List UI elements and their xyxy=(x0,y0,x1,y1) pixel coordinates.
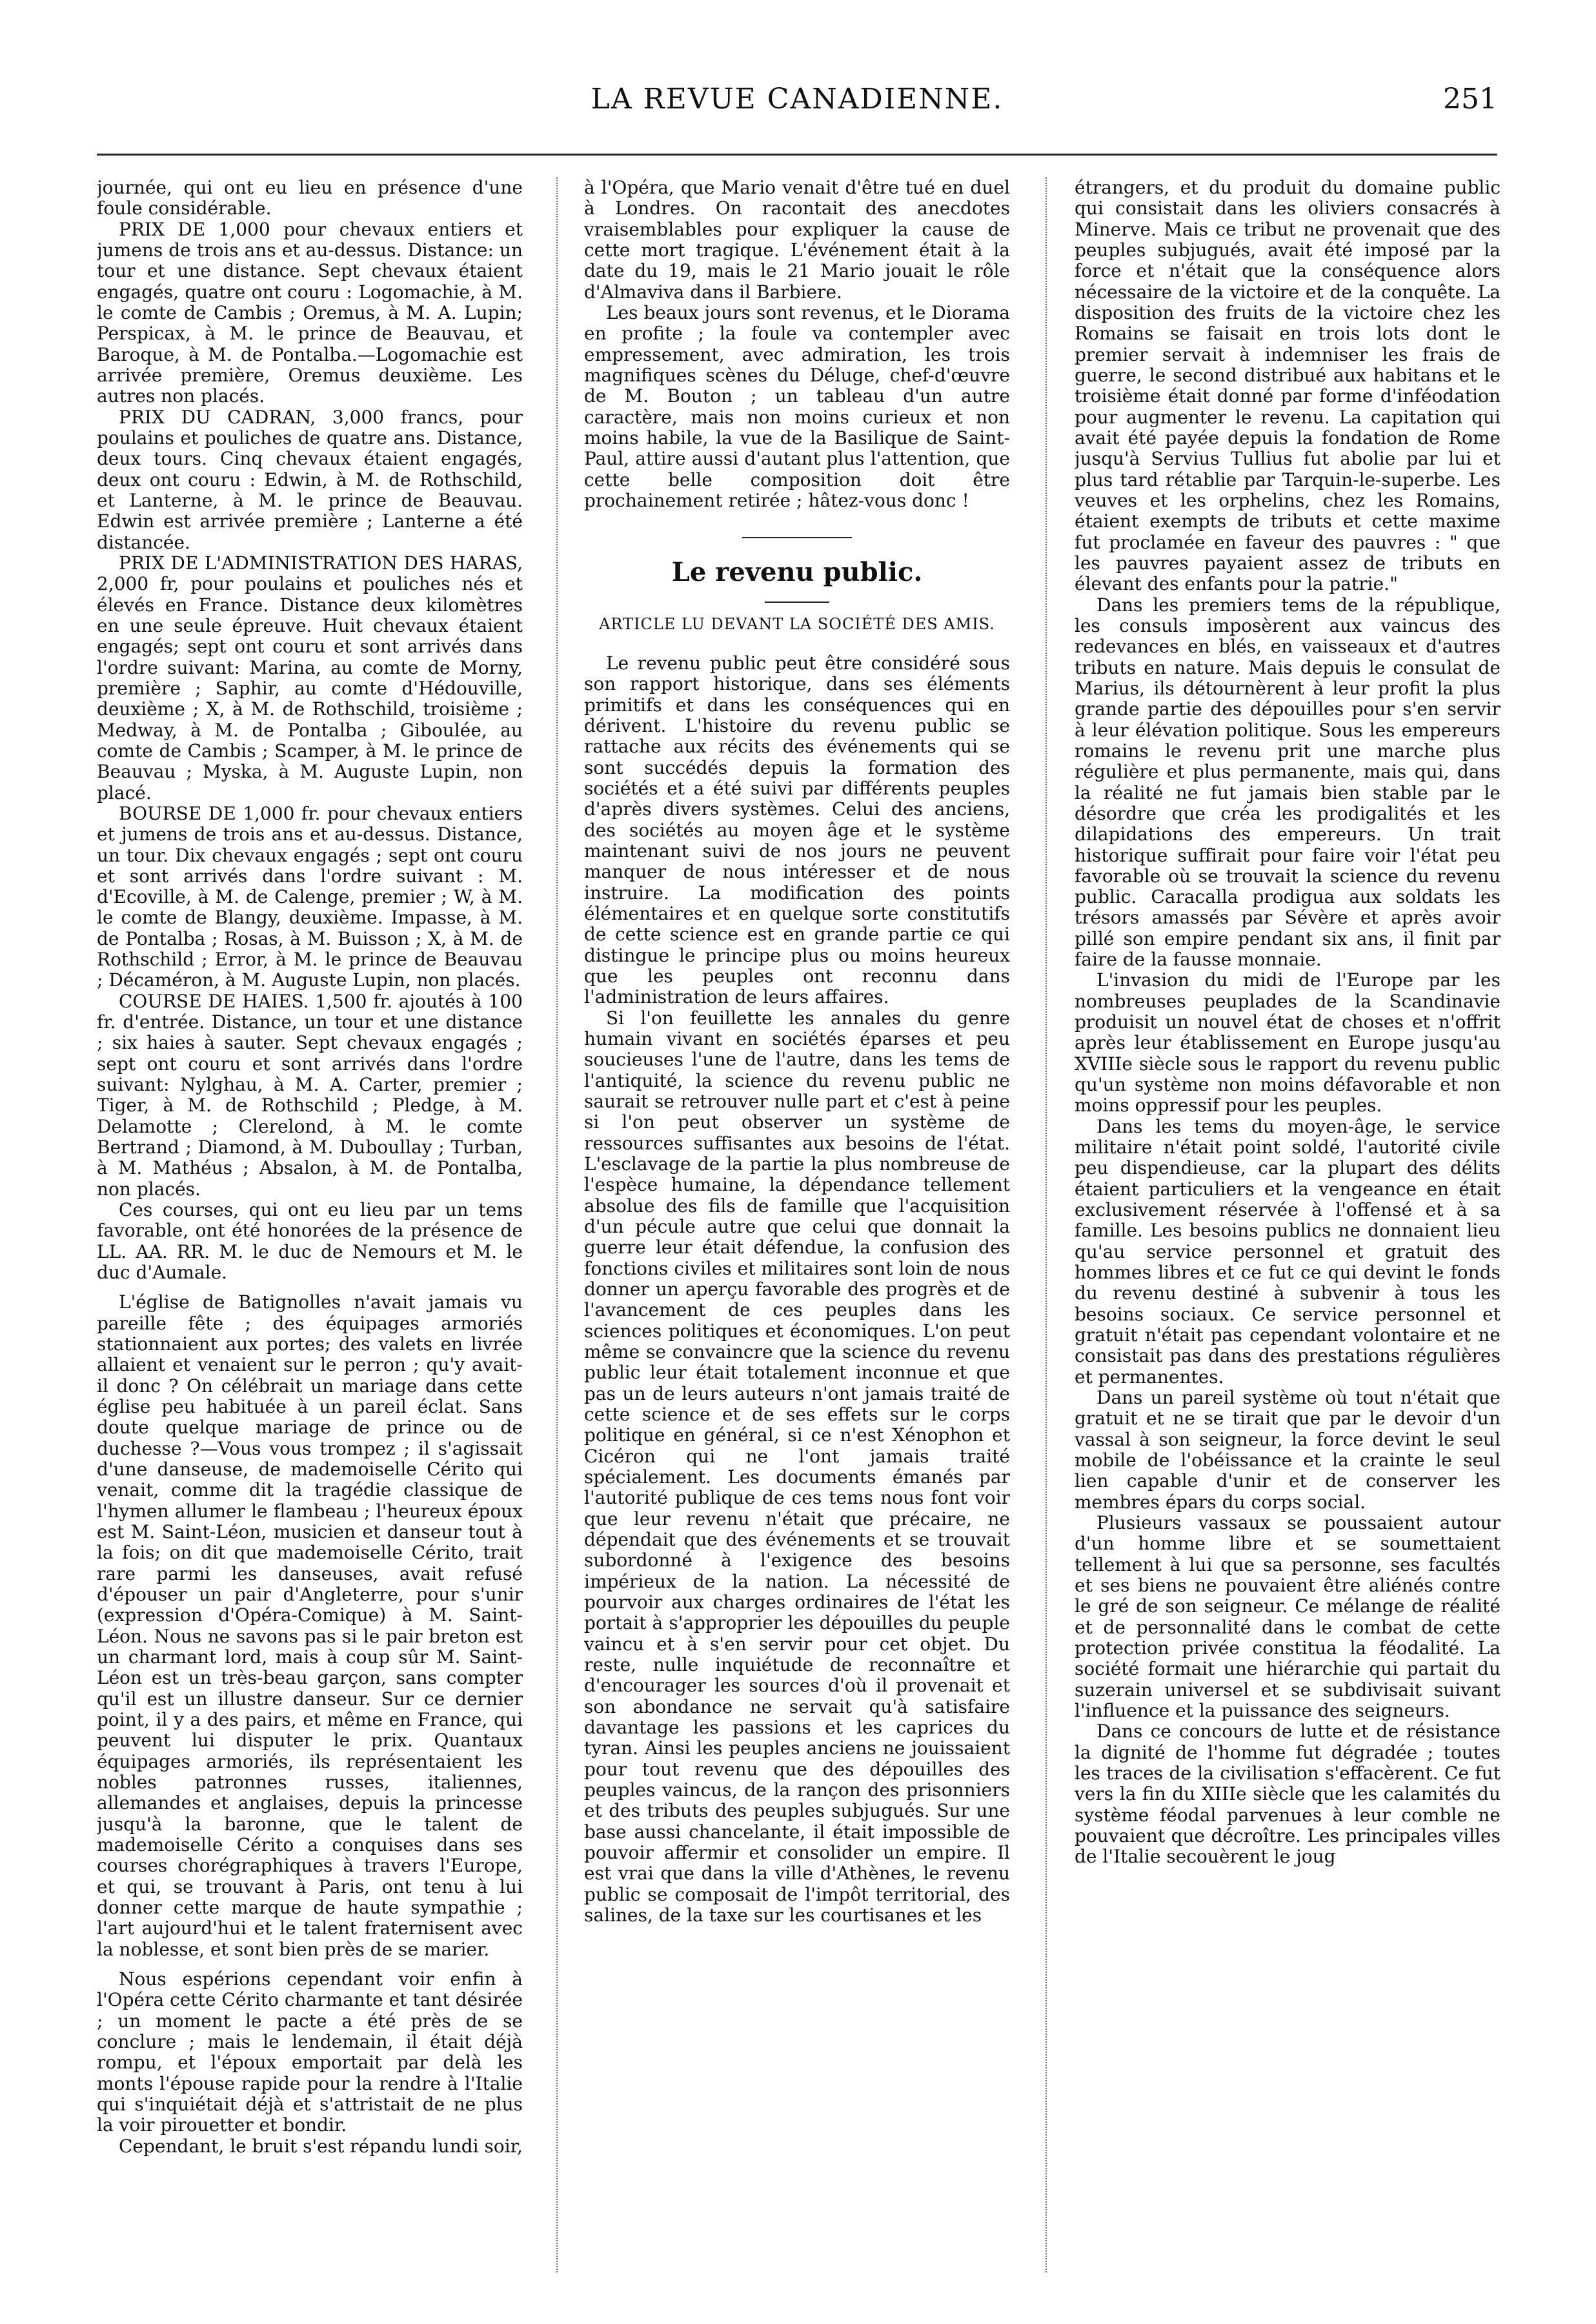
title-rule xyxy=(765,601,829,603)
paragraph: Si l'on feuillette les annales du genre humain vivant en sociétés éparses et peu soucieuses l'une de l'autre, dans les tems de l'antiquité, la science du revenu public ne saurait se retrouver nulle part et c'est à peine si l'on peut observer un système de ressources suffisantes aux besoins de l'état. L'esclavage de la partie la plus nombreuse de l'espèce humaine, la dépendance tellement absolue des fils de famille que l'acquisition d'un pécule autre que celui que donnait la guerre leur était défendue, la confusion des fonctions civiles et militaires sont loin de nous donner un aperçu favorable des progrès et de l'avancement de ces peuples dans les sciences politiques et économiques. L'on peut même se convaincre que la science du revenu public leur était totalement inconnue et que pas un de leurs auteurs n'ont jamais traité de cette science et de ses effets sur le corps politique en général, si ce n'est Xénophon et Cicéron qui ne l'ont jamais traité spécialement. Les documents émanés par l'autorité publique de ces tems nous font voir que leur revenu n'était que précaire, ne dépendait que des événements et se trouvait subordonné à l'exigence des besoins impérieux de la nation. La nécessité de pourvoir aux charges ordinaires de l'état les portait à s'approprier les dépouilles du peuple vaincu et à s'en servir pour cet objet. Du reste, nulle inquiétude de reconnaître et d'encourager les sources d'où il provenait et son abondance ne servait qu'à satisfaire davantage les passions et les caprices du tyran. Ainsi les peuples anciens ne jouissaient pour tout revenu que des dépouilles des peuples vaincus, de la rançon des prisonniers et des tributs des peuples subjugués. Sur une base aussi chancelante, il était impossible de pouvoir affermir et consolider un empire. Il est vrai que dans la ville d'Athènes, le revenu public se composait de l'impôt territorial, des salines, de la taxe sur les courtisanes et les xyxy=(584,1007,1010,1926)
paragraph: Dans un pareil système où tout n'était que gratuit et ne se tirait que par le devoir d'un vassal à son seigneur, la force devint le seul mobile de l'obéissance et la crainte le seul lien capable d'unir et de conserver les membres épars du corps social. xyxy=(1075,1387,1500,1513)
paragraph: Cependant, le bruit s'est répandu lundi soir, xyxy=(119,2135,523,2157)
paragraph: PRIX DE 1,000 pour chevaux entiers et jumens de trois ans et au-dessus. Distance: un tour et une distance. Sept chevaux étaient engagés, quatre ont couru : Logomachie, à M. le comte de Cambis ; Oremus, à M. A. Lupin; Perspicax, à M. le prince de Beauvau, et Baroque, à M. de Pontalba.—Logomachie est arrivée première, Oremus deuxième. Les autres non placés. xyxy=(97,218,523,407)
column-2 xyxy=(584,177,1010,2285)
article-subtitle: ARTICLE LU DEVANT LA SOCIÉTÉ DES AMIS. xyxy=(599,615,995,634)
paragraph: Dans ce concours de lutte et de résistance la dignité de l'homme fut dégradée ; toutes les traces de la civilisation s'effacèrent. Ce fut vers la fin du XIIIe siècle que les calamités du système féodal parvenues à leur comble ne pouvaient que décroître. Les principales villes de l'Italie secouèrent le joug xyxy=(1075,1721,1500,1868)
article-title: Le revenu public. xyxy=(671,557,923,588)
page-number: 251 xyxy=(1443,83,1497,116)
running-title: LA REVUE CANADIENNE. xyxy=(591,83,1004,116)
paragraph: L'église de Batignolles n'avait jamais vu pareille fête ; des équipages armoriés stationnaient aux portes; des valets en livrée allaient et venaient sur le perron ; qu'y avait-il donc ? On célébrait un mariage dans cette église peu habituée à un pareil éclat. Sans doute quelque mariage de prince ou de duchesse ?—Vous vous trompez ; il s'agissait d'une danseuse, de mademoiselle Cérito qui venait, comme dit la tragédie classique de l'hymen allumer le flambeau ; l'heureux époux est M. Saint-Léon, musicien et danseur tout à la fois; on dit que mademoiselle Cérito, trait rare parmi les danseuses, avait refusé d'épouser un pair d'Angleterre, pour s'unir (expression d'Opéra-Comique) à M. Saint-Léon. Nous ne savons pas si le pair breton est un charmant lord, mais à coup sûr M. Saint-Léon est un très-beau garçon, sans compter qu'il est un illustre danseur. Sur ce dernier point, il y a des pairs, et même en France, qui peuvent lui disputer le prix. Quantaux équipages armoriés, ils représentaient les nobles patronnes russes, italiennes, allemandes et anglaises, depuis la princesse jusqu'à la baronne, que le talent de mademoiselle Cérito a conquises dans ses courses chorégraphiques à travers l'Europe, et qui, se trouvant à Paris, ont tenu à lui donner cette marque de haute sympathie ; l'art aujourd'hui et le talent fraternisent avec la noblesse, et sont bien près de se marier. xyxy=(97,1291,523,1960)
paragraph: Dans les tems du moyen-âge, le service militaire n'était point soldé, l'autorité civile peu dispendieuse, car la plupart des délits étaient particuliers et la vengeance en était exclusivement réservée à l'offensé et à sa famille. Les besoins publics ne donnaient lieu qu'au service personnel et gratuit des hommes libres et ce fut ce qui devint le fonds du revenu destiné à subvenir à tous les besoins sociaux. Ce service personnel et gratuit n'était pas cependant volontaire et ne consistait pas dans des prestations régulières et permanentes. xyxy=(1075,1115,1500,1388)
section-rule xyxy=(742,537,852,538)
column-3 xyxy=(1075,177,1500,2285)
paragraph: journée, qui ont eu lieu en présence d'une foule considérable. xyxy=(97,177,523,219)
paragraph: BOURSE DE 1,000 fr. pour chevaux entiers et jumens de trois ans et au-dessus. Distance, un tour. Dix chevaux engagés ; sept ont couru et sont arrivés dans l'ordre suivant : M. d'Ecoville, à M. de Calenge, premier ; W, à M. le comte de Blangy, deuxième. Impasse, à M. de Pontalba ; Rosas, à M. Buisson ; X, à M. de Rothschild ; Error, à M. le prince de Beauvau ; Décaméron, à M. Auguste Lupin, non placés. xyxy=(97,802,523,991)
paragraph: Les beaux jours sont revenus, et le Diorama en profite ; la foule va contempler avec empressement, avec admiration, les trois magnifiques scènes du Déluge, chef-d'œuvre de M. Bouton ; un tableau d'un autre caractère, mais non moins curieux et non moins habile, la vue de la Basilique de Saint-Paul, attire aussi d'autant plus l'attention, que cette belle composition doit être prochainement retirée ; hâtez-vous donc ! xyxy=(584,301,1010,511)
paragraph: Nous espérions cependant voir enfin à l'Opéra cette Cérito charmante et tant désirée ; un moment le pacte a été près de se conclure ; mais le lendemain, il était déjà rompu, et l'époux emportait par delà les monts l'épouse rapide pour la rendre à l'Italie qui s'inquiétait déjà et s'attristait de ne plus la voir pirouetter et bondir. xyxy=(97,1968,523,2136)
paragraph: Le revenu public peut être considéré sous son rapport historique, dans ses éléments primitifs et dans les conséquences qui en dérivent. L'histoire du revenu public se rattache aux récits des événements qui se sont succédés depuis la formation des sociétés et a été suivi par différents peuples d'après divers systèmes. Celui des anciens, des sociétés au moyen âge et le système maintenant suivi de nos jours ne peuvent manquer de nous intéresser et de nous instruire. La modification des points élémentaires et en quelque sorte constitutifs de cette science est en grande partie ce qui distingue le principe plus ou moins heureux que les peuples ont reconnu dans l'administration de leurs affaires. xyxy=(584,652,1010,1008)
column-1 xyxy=(97,177,523,2285)
paragraph: Plusieurs vassaux se poussaient autour d'un homme libre et se soumettaient tellement à lui que sa personne, ses facultés et ses biens ne pouvaient être aliénés contre le gré de son seigneur. Ce mélange de réalité et de personnalité dans le combat de cette protection privée constitua la féodalité. La société formait une hiérarchie qui partait du suzerain universel et se subdivisait suivant l'influence et la puissance des seigneurs. xyxy=(1075,1512,1500,1721)
header-rule xyxy=(97,154,1497,156)
paragraph: PRIX DU CADRAN, 3,000 francs, pour poulains et pouliches de quatre ans. Distance, deux tours. Cinq chevaux étaient engagés, deux ont couru : Edwin, à M. de Rothschild, et Lanterne, à M. le prince de Beauvau. Edwin est arrivée première ; Lanterne a été distancée. xyxy=(97,406,523,553)
page-header xyxy=(97,83,1497,141)
paragraph: étrangers, et du produit du domaine public qui consistait dans les oliviers consacrés à Minerve. Mais ce tribut ne provenait que des peuples subjugués, avait été imposé par la force et n'était que la conséquence alors nécessaire de la victoire et de la conquête. La disposition des fruits de la victoire chez les Romains se faisait en trois lots dont le premier servait à indemniser les frais de guerre, le second distribué aux habitans et le troisième était donné par forme d'inféodation pour augmenter le revenu. La capitation qui avait été payée depuis la fondation de Rome jusqu'à Servius Tullius fut abolie par lui et plus tard rétablie par Tarquin-le-superbe. Les veuves et les orphelins, chez les Romains, étaient exempts de tributs et cette maxime fut proclamée en faveur des pauvres : " que les pauvres payaient assez de tributs en élevant des enfants pour la patrie." xyxy=(1075,177,1500,595)
paragraph: Dans les premiers tems de la république, les consuls imposèrent aux vaincus des redevances en blés, en vaisseaux et d'autres tributs en nature. Mais depuis le consulat de Marius, ils détournèrent à leur profit la plus grande partie des dépouilles pour s'en servir à leur élévation politique. Sous les empereurs romains le revenu prit une marche plus régulière et plus permanente, mais qui, dans la réalité ne fut jamais bien stable par le désordre que créa les prodigalités et les dilapidations des empereurs. Un trait historique suffirait pour faire voir l'état peu favorable où se trouvait la science du revenu public. Caracalla prodigua aux soldats les trésors amassés par Sévère et après avoir pillé son empire pendant six ans, il finit par faire de la fausse monnaie. xyxy=(1075,594,1500,971)
column-divider-2 xyxy=(1045,177,1047,2272)
paragraph: L'invasion du midi de l'Europe par les nombreuses peuplades de la Scandinavie produisit un nouvel état de choses et n'offrit après leur établissement en Europe jusqu'au XVIIIe siècle sous le rapport du revenu public qu'un système non moins défavorable et non moins oppressif pour les peuples. xyxy=(1075,969,1500,1117)
paragraph: COURSE DE HAIES. 1,500 fr. ajoutés à 100 fr. d'entrée. Distance, un tour et une distance ; six haies à sauter. Sept chevaux engagés ; sept ont couru et sont arrivés dans l'ordre suivant: Nylghau, à M. A. Carter, premier ; Tiger, à M. de Rothschild ; Pledge, à M. Delamotte ; Clerelond, à M. le comte Bertrand ; Diamond, à M. Duboullay ; Turban, à M. Mathéus ; Absalon, à M. de Pontalba, non placés. xyxy=(97,990,523,1200)
paragraph: Ces courses, qui ont eu lieu par un tems favorable, ont été honorées de la présence de LL. AA. RR. M. le duc de Nemours et M. le duc d'Aumale. xyxy=(97,1199,523,1284)
paragraph: à l'Opéra, que Mario venait d'être tué en duel à Londres. On racontait des anecdotes vraisemblables pour expliquer la cause de cette mort tragique. L'événement était à la date du 19, mais le 21 Mario jouait le rôle d'Almaviva dans il Barbiere. xyxy=(584,177,1010,303)
paragraph: PRIX DE L'ADMINISTRATION DES HARAS, 2,000 fr, pour poulains et pouliches nés et élevés en France. Distance deux kilomètres en une seule épreuve. Huit chevaux étaient engagés; sept ont couru et sont arrivés dans l'ordre suivant: Marina, au comte de Morny, première ; Saphir, au comte d'Hédouville, deuxième ; X, à M. de Rothschild, troisième ; Medway, à M. de Pontalba ; Giboulée, au comte de Cambis ; Scamper, à M. le prince de Beauvau ; Myska, à M. Auguste Lupin, non placé. xyxy=(97,552,523,803)
column-divider-1 xyxy=(556,177,558,2272)
